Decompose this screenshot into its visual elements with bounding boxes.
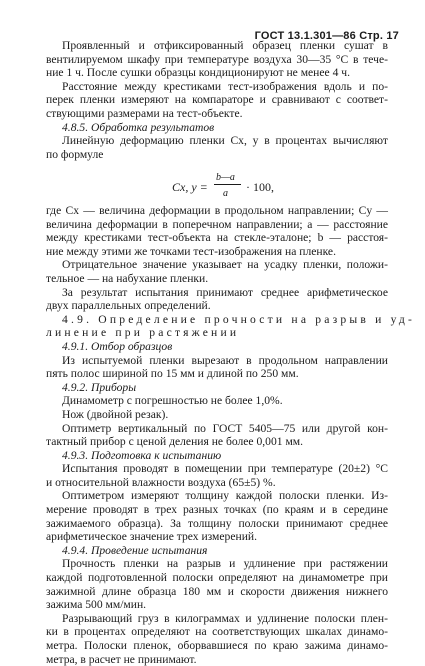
subsection-heading: 4.9.4. Проведение испытания xyxy=(62,543,208,557)
text-line: Разрывающий груз в килограммах и удлинение полоски плен- xyxy=(62,611,388,625)
text-line: метра. Полоски пленок, оборвавшиеся по краю зажима динамо- xyxy=(46,639,388,652)
section-heading: линение при растяжении xyxy=(46,326,240,340)
section-heading: 4.8.5. Обработка результатов xyxy=(62,120,215,134)
text-line: ние между этими же точками тест-изображения на пленке. xyxy=(46,244,336,258)
text-line: Испытания проводят в помещении при температуре (20±2) °С xyxy=(62,462,388,476)
text-line: ки в процентах определяют на соответствующих шкалах динамо- xyxy=(46,625,388,639)
text-line: Проявленный и отфиксированный образец пленки сушат в xyxy=(62,39,388,52)
text-line: между крестиками тест-объекта на стекле-эталоне; b — расстоя- xyxy=(46,231,388,245)
text-line: Динамометр с погрешностью не более 1,0%. xyxy=(62,394,283,408)
subsection-heading: 4.9.2. Приборы xyxy=(62,380,137,394)
formula-rhs: · 100, xyxy=(246,180,274,194)
paragraph-drying xyxy=(46,39,388,161)
text-line: Расстояние между крестиками тест-изображения вдоль и по- xyxy=(62,79,388,93)
paragraph-results xyxy=(46,204,416,666)
text-line: и относительной влажности воздуха (65±5) %. xyxy=(46,475,276,489)
text-line: Оптиметром измеряют толщину каждой полоски пленки. Из- xyxy=(62,489,388,503)
text-line: Оптиметр вертикальный по ГОСТ 5405—75 или другой кон- xyxy=(62,421,388,435)
text-line: тактный прибор с ценой деления не более 0,001 мм. xyxy=(46,435,304,449)
text-line: каждой подготовленной полоски определяют на динамометре при xyxy=(46,571,388,585)
text-line: зажимной длине образца 180 мм и скорости движения нижнего xyxy=(46,584,388,598)
text-line: ствующими размерами на тест-объекте. xyxy=(46,106,243,120)
formula-lhs: Cx, y = xyxy=(172,180,208,194)
text-line: мерение проводят в трех разных точках (по краям и в середине xyxy=(46,503,388,517)
text-line: ние 1 ч. После сушки образцы кондиционируют не менее 4 ч. xyxy=(46,66,351,80)
text-line: За результат испытания принимают среднее арифметическое xyxy=(62,285,388,299)
subsection-heading: 4.9.3. Подготовка к испытанию xyxy=(62,448,222,462)
text-line: Прочность пленки на разрыв и удлинение при растяжении xyxy=(62,557,388,571)
formula-numerator: b—a xyxy=(216,172,235,183)
deformation-formula xyxy=(172,170,312,204)
text-line: Нож (двойной резак). xyxy=(62,407,169,421)
section-heading: 4.9. Определение прочности на разрыв и уд- xyxy=(62,312,416,326)
text-line: Отрицательное значение указывает на усадку пленки, положи- xyxy=(62,258,388,272)
formula-denominator: a xyxy=(223,188,228,199)
text-line: величина деформации в поперечном направлении; a — расстояние xyxy=(46,217,388,231)
text-line: метра, в расчет не принимают. xyxy=(46,652,197,666)
text-line: Линейную деформацию пленки Cx, y в процентах вычисляют xyxy=(62,134,388,148)
text-line: тельное — на набухание пленки. xyxy=(46,271,209,285)
subsection-heading: 4.9.1. Отбор образцов xyxy=(62,339,173,353)
text-line: зажима 500 мм/мин. xyxy=(46,598,147,612)
text-line: по формуле xyxy=(46,147,104,161)
text-line: двух параллельных определений. xyxy=(46,299,211,313)
fraction-bar xyxy=(214,184,241,185)
text-line: пять полос шириной по 15 мм и длиной по 250 мм. xyxy=(46,367,299,381)
text-line: арифметическое значение трех измерений. xyxy=(46,530,257,544)
text-line: где Cx — величина деформации в продольном направлении; Cy — xyxy=(46,204,388,217)
text-line: зажимаемого образца). За толщину полоски принимают среднее xyxy=(46,516,388,530)
page-header: ГОСТ 13.1.301—86 Стр. 17 xyxy=(254,30,399,42)
text-line: вентилируемом шкафу при температуре воздуха 30—35 °С в тече- xyxy=(46,52,388,66)
text-line: перек пленки измеряют на компараторе и сравнивают с соответ- xyxy=(46,93,388,107)
text-line: Из испытуемой пленки вырезают в продольном направлении xyxy=(62,353,388,367)
